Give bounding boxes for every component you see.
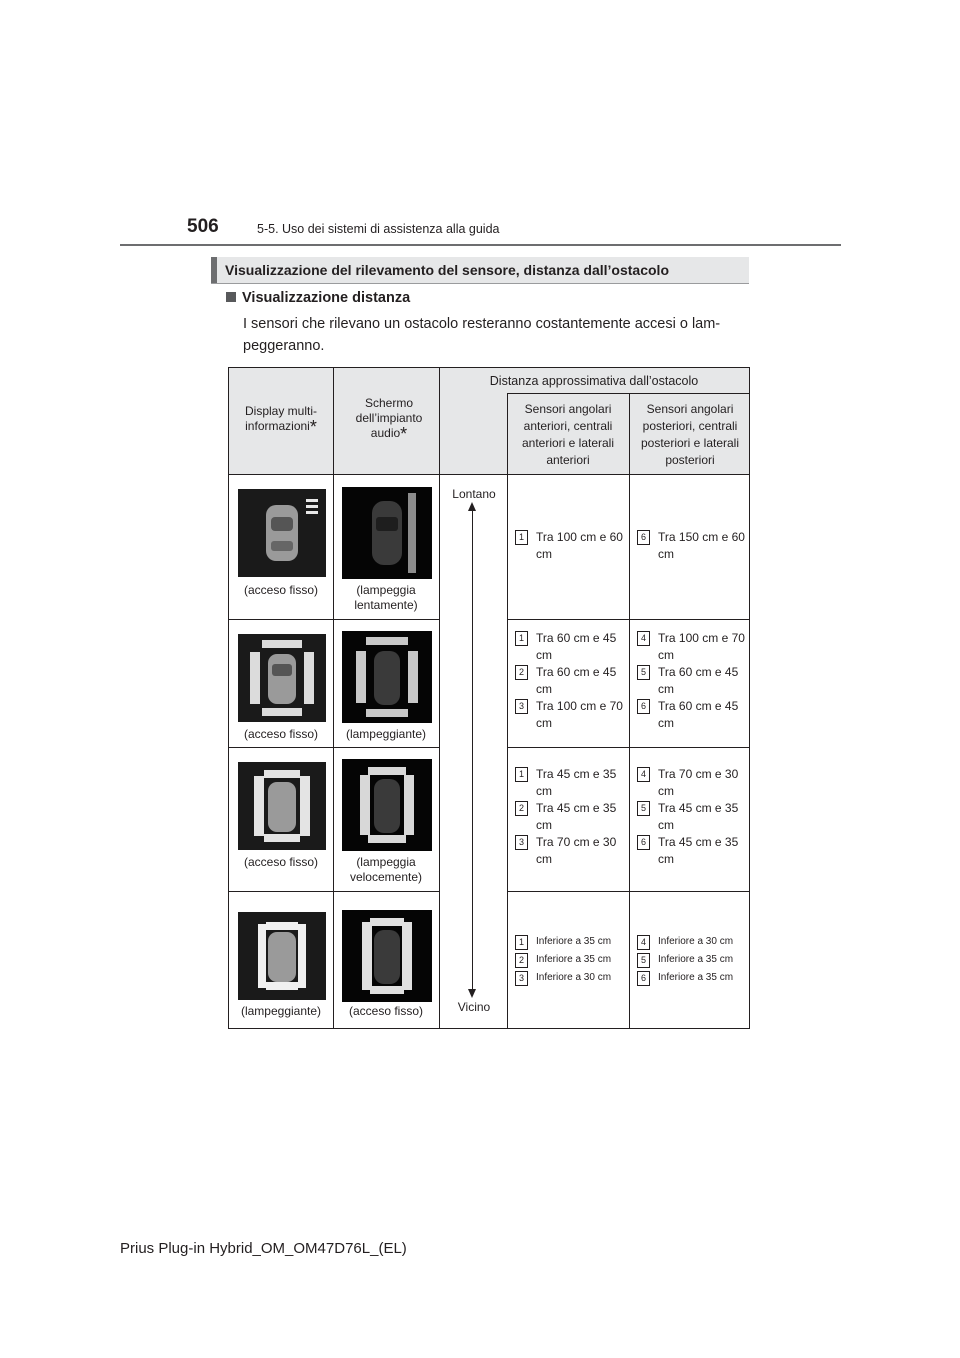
col-distance-header: Distanza approssimativa dall’ostacolo — [489, 374, 699, 388]
audio-display-image-2 — [342, 631, 432, 723]
multi-display-image-4 — [238, 912, 326, 1000]
car-sensors-audio-icon — [342, 631, 432, 723]
car-sensors-closest-audio-icon — [342, 910, 432, 1002]
grid-hline-r3b — [507, 891, 749, 892]
sensor-number: 1 — [515, 767, 528, 782]
sensor-number: 1 — [515, 631, 528, 646]
sensor-number: 6 — [637, 530, 650, 545]
grid-vline-1 — [333, 368, 334, 1028]
front-distances-1 — [515, 529, 625, 563]
distance-text: Inferiore a 35 cm — [658, 954, 734, 965]
col-multi-header — [229, 404, 333, 435]
car-silhouette-icon — [342, 487, 432, 579]
sensor-number: 1 — [515, 530, 528, 545]
distance-entry — [637, 766, 747, 800]
distance-entry — [637, 933, 747, 951]
distance-entry — [515, 664, 625, 698]
title-bar — [211, 257, 749, 284]
subheading — [226, 290, 410, 306]
distance-entry — [515, 951, 625, 969]
multi-display-image-3 — [238, 762, 326, 850]
rear-distances-1 — [637, 529, 747, 563]
distance-entry — [515, 766, 625, 800]
distance-text: Inferiore a 35 cm — [658, 972, 734, 983]
sensor-number: 6 — [637, 699, 650, 714]
grid-hline-header — [229, 474, 749, 475]
sensor-number: 5 — [637, 801, 650, 816]
sensor-number: 3 — [515, 971, 528, 986]
title-bar-accent — [211, 257, 217, 283]
grid-vline-4 — [629, 393, 630, 1028]
section-header: 5-5. Uso dei sistemi di assistenza alla guida — [257, 222, 500, 236]
grid-hline-r3a — [229, 891, 439, 892]
asterisk-audio: * — [400, 424, 408, 444]
distance-entry — [515, 529, 625, 563]
distance-entry — [515, 630, 625, 664]
grid-hline-sub — [507, 393, 749, 394]
square-bullet-icon — [226, 292, 236, 302]
distance-entry — [637, 529, 747, 563]
far-label: Lontano — [452, 487, 496, 501]
multi-caption-4: (lampeggiante) — [240, 1004, 322, 1018]
distance-text: Tra 100 cm e 70 cm — [658, 631, 745, 662]
distance-entry — [515, 933, 625, 951]
near-label: Vicino — [457, 1000, 491, 1014]
col-front-header: Sensori angolari anteriori, centrali anteriori e laterali anteriori — [521, 402, 615, 467]
multi-caption-1: (acceso fisso) — [243, 583, 319, 597]
distance-text: Tra 60 cm e 45 cm — [658, 699, 739, 730]
distance-table — [228, 367, 750, 1029]
distance-text: Tra 60 cm e 45 cm — [536, 631, 617, 662]
grid-hline-r1b — [507, 619, 749, 620]
distance-text: Inferiore a 30 cm — [536, 972, 612, 983]
distance-text: Tra 100 cm e 60 cm — [536, 530, 623, 561]
sensor-number: 5 — [637, 665, 650, 680]
distance-text: Tra 45 cm e 35 cm — [658, 801, 739, 832]
footer: Prius Plug-in Hybrid_OM_OM47D76L_(EL) — [120, 1240, 407, 1257]
sensor-number: 6 — [637, 971, 650, 986]
distance-entry — [515, 800, 625, 834]
car-sensors-closest-icon — [238, 912, 326, 1000]
distance-text: Tra 60 cm e 45 cm — [658, 665, 739, 696]
distance-entry — [637, 664, 747, 698]
distance-text: Tra 45 cm e 35 cm — [536, 767, 617, 798]
distance-entry — [515, 969, 625, 987]
col-audio-label: Schermo dell’impianto audio — [355, 396, 423, 440]
title-bar-text: Visualizzazione del rilevamento del sensore, distanza dall’ostacolo — [225, 262, 669, 278]
grid-hline-r2b — [507, 747, 749, 748]
distance-text: Tra 150 cm e 60 cm — [658, 530, 745, 561]
distance-entry — [637, 951, 747, 969]
sensor-number: 4 — [637, 935, 650, 950]
sensor-number: 4 — [637, 631, 650, 646]
distance-text: Inferiore a 35 cm — [536, 936, 612, 947]
distance-text: Tra 70 cm e 30 cm — [658, 767, 739, 798]
distance-text: Tra 60 cm e 45 cm — [536, 665, 617, 696]
audio-caption-2: (lampeggiante) — [345, 727, 427, 741]
sensor-number: 6 — [637, 835, 650, 850]
sensor-number: 4 — [637, 767, 650, 782]
distance-entry — [637, 698, 747, 732]
distance-entry — [637, 969, 747, 987]
distance-text: Inferiore a 30 cm — [658, 936, 734, 947]
subheading-text: Visualizzazione distanza — [242, 290, 411, 306]
grid-vline-3 — [507, 393, 508, 1028]
sensor-number: 2 — [515, 801, 528, 816]
distance-arrow-icon — [472, 510, 473, 990]
asterisk-multi: * — [309, 417, 317, 437]
distance-entry — [637, 630, 747, 664]
front-distances-3 — [515, 766, 625, 868]
multi-display-image-1 — [238, 489, 326, 577]
multi-display-image-2 — [238, 634, 326, 722]
col-audio-header — [339, 396, 439, 442]
multi-caption-2: (acceso fisso) — [243, 727, 319, 741]
grid-hline-r1a — [229, 619, 439, 620]
multi-caption-3: (acceso fisso) — [243, 855, 319, 869]
rear-distances-3 — [637, 766, 747, 868]
distance-text: Tra 100 cm e 70 cm — [536, 699, 623, 730]
sensor-number: 3 — [515, 835, 528, 850]
car-sensors-near-audio-icon — [342, 759, 432, 851]
sensor-number: 1 — [515, 935, 528, 950]
distance-entry — [515, 698, 625, 732]
rear-distances-4 — [637, 933, 747, 987]
audio-caption-4: (acceso fisso) — [348, 1004, 424, 1018]
intro-paragraph: I sensori che rilevano un ostacolo resteranno costantemente accesi o lam-peggeranno. — [243, 316, 721, 354]
audio-display-image-3 — [342, 759, 432, 851]
car-top-view-icon — [238, 489, 326, 577]
grid-vline-2 — [439, 368, 440, 1028]
sensor-number: 3 — [515, 699, 528, 714]
distance-entry — [637, 800, 747, 834]
sensor-number: 5 — [637, 953, 650, 968]
sensor-number: 2 — [515, 953, 528, 968]
sensor-number: 2 — [515, 665, 528, 680]
col-multi-label: Display multi-informazioni — [244, 404, 317, 433]
audio-display-image-4 — [342, 910, 432, 1002]
rear-distances-2 — [637, 630, 747, 732]
front-distances-2 — [515, 630, 625, 732]
distance-entry — [515, 834, 625, 868]
car-sensors-near-icon — [238, 762, 326, 850]
audio-caption-1: (lampeggia lentamente) — [354, 583, 418, 612]
audio-caption-3: (lampeggia velocemente) — [349, 855, 423, 884]
header-rule — [120, 244, 841, 246]
car-sensors-icon — [238, 634, 326, 722]
distance-text: Tra 45 cm e 35 cm — [536, 801, 617, 832]
distance-text: Inferiore a 35 cm — [536, 954, 612, 965]
audio-display-image-1 — [342, 487, 432, 579]
grid-hline-r2a — [229, 747, 439, 748]
distance-entry — [637, 834, 747, 868]
distance-text: Tra 45 cm e 35 cm — [658, 835, 739, 866]
front-distances-4 — [515, 933, 625, 987]
distance-text: Tra 70 cm e 30 cm — [536, 835, 617, 866]
col-rear-header: Sensori angolari posteriori, centrali posteriori e laterali posteriori — [640, 402, 740, 467]
page-number: 506 — [187, 216, 219, 237]
